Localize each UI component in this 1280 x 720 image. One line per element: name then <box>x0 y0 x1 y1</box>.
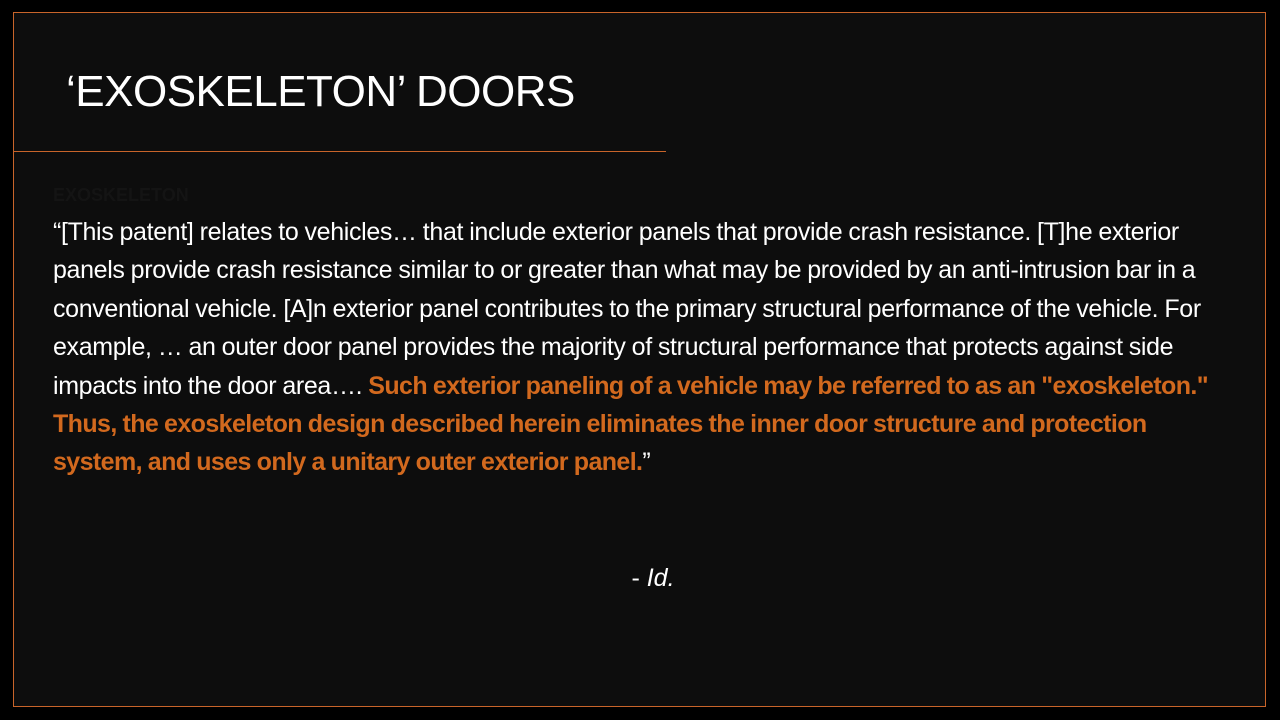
citation <box>0 560 1280 596</box>
quote-close-mark: ” <box>642 448 651 477</box>
heading-label: EXOSKELETON <box>53 185 189 205</box>
quote-plain-text: [This patent] relates to vehicles… that include exterior panels that provide crash resistance. [T]he exterior panels provide crash resistance similar to or greater than what may be provided by an anti-intrusion bar in a conventional vehicle. [A]n exterior panel contributes to the primary structural performance of the vehicle. For example, … an outer door panel provides the majority of structural performance that protects against side impacts into the door area…. <box>53 218 1201 400</box>
patent-quote <box>53 213 1233 482</box>
citation-source: Id. <box>646 564 675 592</box>
quote-open-mark: “ <box>53 218 61 246</box>
title-divider <box>14 151 666 152</box>
quote-highlighted-text: Such exterior paneling of a vehicle may be referred to as an "exoskeleton." Thus, the exoskeleton design described herein eliminates the inner door structure and protection system, and uses only a unitary outer exterior panel. <box>53 371 1208 477</box>
citation-prefix: - <box>631 564 647 592</box>
slide-title: ‘EXOSKELETON’ DOORS <box>66 67 575 116</box>
